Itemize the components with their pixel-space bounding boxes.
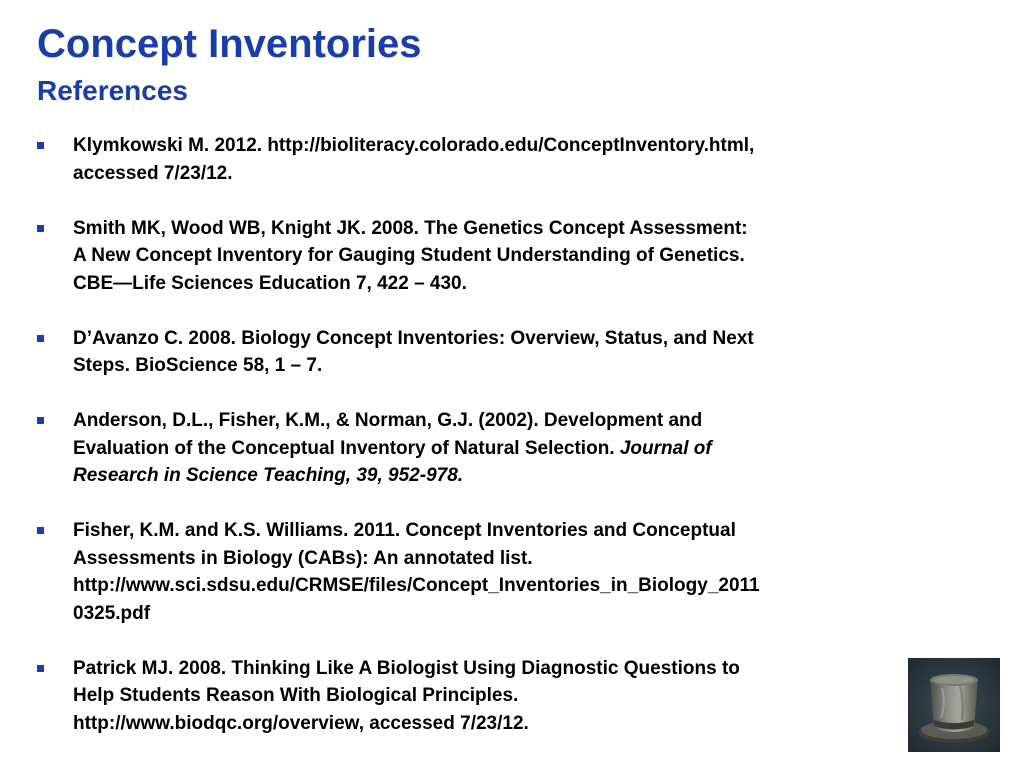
journal-name: Journal of (619, 437, 712, 459)
reference-url: http://www.sci.sdsu.edu/CRMSE/files/Concept_Inventories_in_Biology_2011 (73, 575, 760, 596)
top-hat-photo-icon (908, 658, 1000, 752)
reference-item-davanzo (0, 325, 903, 380)
reference-line: Anderson, D.L., Fisher, K.M., & Norman, G.J. (2002). Development and (73, 410, 703, 431)
reference-line: A New Concept Inventory for Gauging Student Understanding of Genetics. (73, 245, 745, 266)
square-bullet-icon (37, 417, 44, 424)
slide-subtitle: References (37, 75, 188, 106)
reference-item-smith (0, 215, 903, 298)
reference-line: Patrick MJ. 2008. Thinking Like A Biologist Using Diagnostic Questions to (73, 657, 740, 679)
square-bullet-icon (37, 142, 44, 149)
square-bullet-icon (37, 665, 44, 672)
top-hat-drawing (908, 658, 1000, 752)
reference-list (0, 132, 1024, 765)
reference-text: Evaluation of the Conceptual Inventory of Natural Selection. (73, 437, 615, 459)
reference-item-fisher (0, 517, 903, 627)
square-bullet-icon (37, 527, 44, 534)
reference-line: CBE—Life Sciences Education 7, 422 – 430. (73, 272, 467, 294)
reference-line: Steps. BioScience 58, 1 – 7. (73, 355, 323, 376)
reference-line: accessed 7/23/12. (73, 162, 233, 184)
reference-item-klymkowski (0, 132, 903, 187)
reference-line: D’Avanzo C. 2008. Biology Concept Inventories: Overview, Status, and Next (73, 327, 754, 349)
reference-line: Assessments in Biology (CABs): An annotated list. (73, 547, 533, 569)
slide-title: Concept Inventories (37, 22, 422, 66)
reference-line: Smith MK, Wood WB, Knight JK. 2008. The Genetics Concept Assessment: (73, 217, 748, 239)
square-bullet-icon (37, 225, 44, 232)
reference-url: 0325.pdf (73, 602, 151, 624)
reference-url: http://www.biodqc.org/overview, accessed 7/23/12. (73, 712, 529, 734)
journal-citation: Research in Science Teaching, 39, 952-978. (73, 465, 464, 486)
square-bullet-icon (37, 335, 44, 342)
reference-line: Fisher, K.M. and K.S. Williams. 2011. Concept Inventories and Conceptual (73, 520, 736, 541)
reference-line: Klymkowski M. 2012. http://bioliteracy.colorado.edu/ConceptInventory.html, (73, 135, 755, 156)
reference-line (73, 435, 903, 463)
reference-item-patrick (0, 655, 903, 738)
reference-item-anderson (0, 407, 903, 490)
reference-line: Help Students Reason With Biological Principles. (73, 685, 519, 706)
